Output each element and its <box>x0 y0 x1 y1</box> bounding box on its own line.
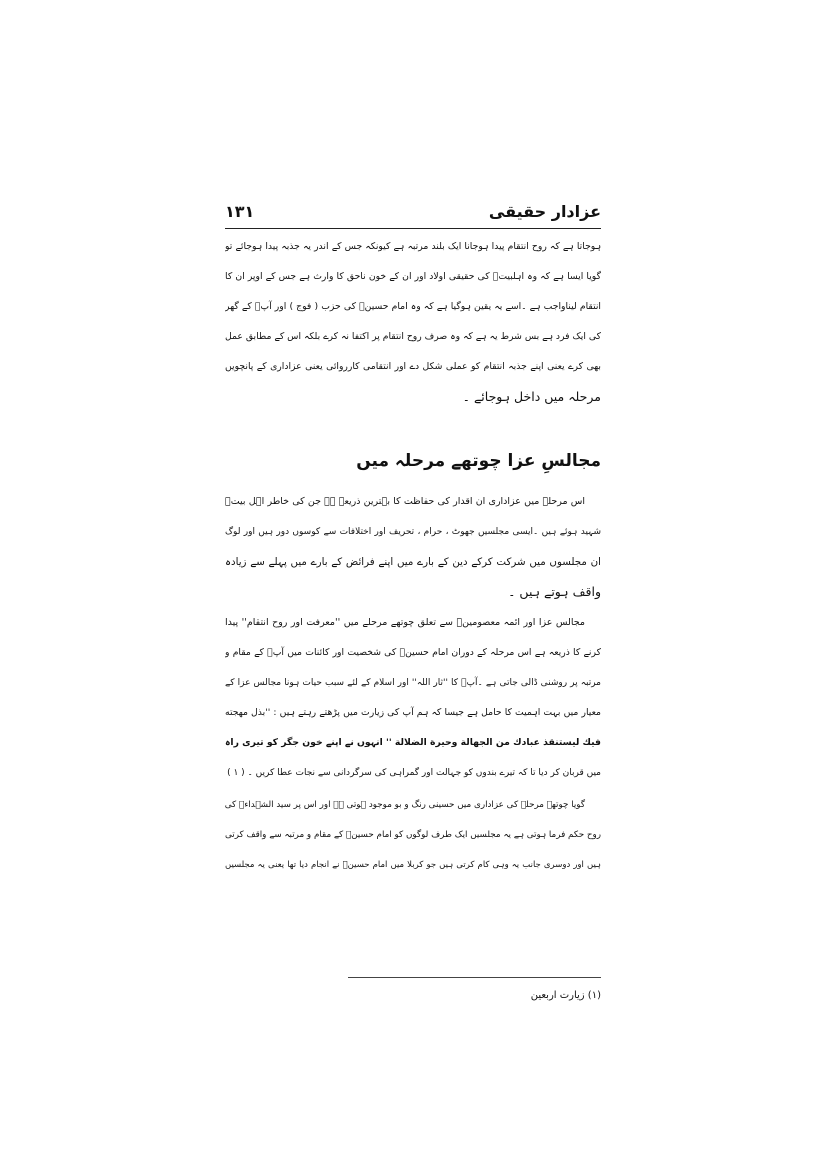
text-line: معیار میں بہت اہمیت کا حامل ہے جیسا کہ ہم آپ کی زیارت میں پڑھتے رہتے ہیں : ''بذل مهجته <box>225 707 601 718</box>
text-line: بھی کرے یعنی اپنے جذبہ انتقام کو عملی شکل دے اور انتقامی کارروائی یعنی عزاداری کے پانچویں <box>225 361 601 372</box>
paragraph-1 <box>225 232 601 412</box>
text-line: شہید ہوئے ہیں ۔ایسی مجلسیں جھوٹ ، حرام ، تحریف اور اختلافات سے کوسوں دور ہیں اور لوگ <box>225 527 601 537</box>
text-line: واقف ہوتے ہیں ۔ <box>508 584 601 599</box>
text-line: مجالس عزا اور ائمہ معصومینؑ سے تعلق چوتھے مرحلے میں ''معرفت اور روح انتقام'' پیدا <box>225 617 585 628</box>
header-divider <box>225 228 601 229</box>
footnote-divider <box>348 977 601 978</box>
text-line: ہیں اور دوسری جانب یہ وہی کام کرتی ہیں جو کربلا میں امام حسینؑ نے انجام دیا تھا یعنی یہ مجلسیں <box>225 860 601 870</box>
text-line: فيك ليستنقذ عبادك من الجهالة وحيرة الضلالة '' انہوں نے اپنے خون جگر کو تیری راہ <box>225 737 601 748</box>
page-number: ۱۳۱ <box>225 202 255 221</box>
text-line: گویا ایسا ہے کہ وہ اہلبیتؑ کی حقیقی اولاد اور ان کے خون ناحق کا وارث ہے جس کے اوپر ان کا <box>225 271 601 282</box>
paragraph-2 <box>225 487 601 607</box>
text-line: گویا چوتھے مرحلہ کی عزاداری میں حسینی رنگ و بو موجود ہوتی ہے اور اس پر سید الشہداءؑ کی <box>225 800 585 810</box>
running-header <box>225 200 601 230</box>
footnote: (۱) زیارت اربعین <box>530 990 601 1001</box>
section-heading: مجالسِ عزا چوتھے مرحلہ میں <box>356 451 601 471</box>
paragraph-3 <box>225 608 601 788</box>
text-line: اس مرحلہ میں عزاداری ان اقدار کی حفاظت کا بہترین ذریعہ ہے جن کی خاطر اہل بیتؑ <box>225 496 585 507</box>
text-line: ان مجلسوں میں شرکت کرکے دین کے بارے میں اپنے فرائض کے بارے میں پہلے سے زیادہ <box>225 556 601 568</box>
text-line: کی ایک فرد ہے بس شرط یہ ہے کہ وہ صرف روح انتقام پر اکتفا نہ کرے بلکہ اس کے مطابق عمل <box>225 331 601 342</box>
text-line: مرتبہ پر روشنی ڈالی جاتی ہے ۔آپؑ کا ''ثار اللہ'' اور اسلام کے لئے سبب حیات ہونا مجالس عزا کے <box>225 678 601 688</box>
paragraph-4 <box>225 790 601 880</box>
text-line: میں قربان کر دیا تا کہ تیرے بندوں کو جہالت اور گمراہی کی سرگردانی سے نجات عطا کریں ۔ ( ۱ ) <box>227 768 601 778</box>
text-line: کرنے کا ذریعہ ہے اس مرحلہ کے دوران امام حسینؑ کی شخصیت اور کائنات میں آپؑ کے مقام و <box>225 647 601 658</box>
text-line: انتقام لیناواجب ہے ۔اسے یہ یقین ہوگیا ہے کہ وہ امام حسینؑ کی حزب ( فوج ) اور آپؑ کے گھر <box>225 301 601 312</box>
book-title: عزادار حقیقی <box>488 202 601 221</box>
text-line: ہوجاتا ہے کہ روح انتقام پیدا ہوجانا ایک بلند مرتبہ ہے کیونکہ جس کے اندر یہ جذبہ پیدا ہوجائے تو <box>225 241 601 252</box>
text-line: مرحلہ میں داخل ہوجائے ۔ <box>462 389 601 404</box>
text-line: روح حکم فرما ہوتی ہے یہ مجلسیں ایک طرف لوگوں کو امام حسینؑ کے مقام و مرتبہ سے واقف کرتی <box>225 830 601 840</box>
